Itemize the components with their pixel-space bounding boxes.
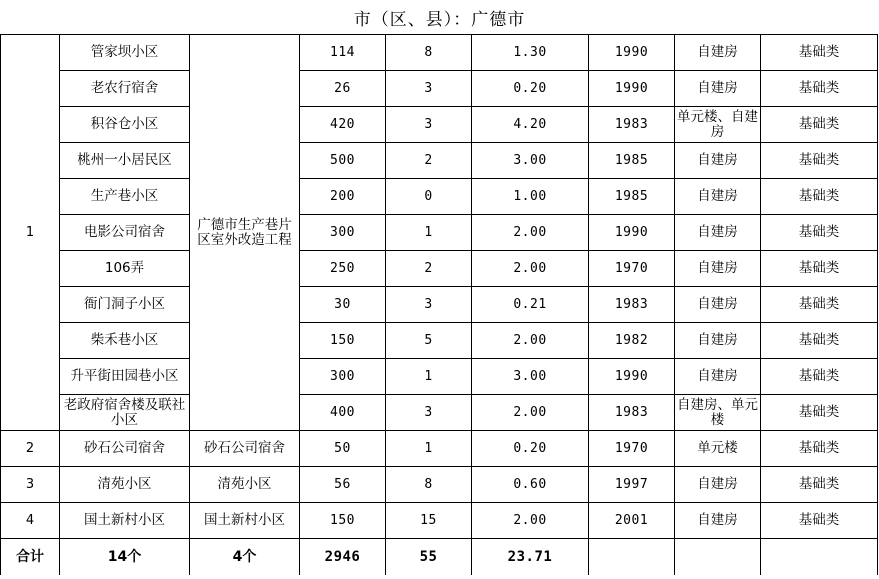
table-row (1, 143, 878, 179)
sheet-title: 市（区、县）：广德市 (353, 9, 526, 30)
project-name[interactable]: 清苑小区 (190, 467, 300, 503)
area-cell[interactable]: 0.20 (472, 71, 589, 107)
year-cell[interactable]: 1983 (589, 395, 675, 431)
total-category-empty[interactable] (761, 539, 878, 576)
table-row (1, 71, 878, 107)
data-table-container (0, 34, 879, 579)
year-cell[interactable]: 1983 (589, 107, 675, 143)
households-cell[interactable]: 200 (300, 179, 386, 215)
buildings-cell[interactable]: 3 (386, 287, 472, 323)
households-cell[interactable]: 56 (300, 467, 386, 503)
project-name[interactable]: 国土新村小区 (190, 503, 300, 539)
total-communities[interactable]: 14个 (60, 539, 190, 576)
community-name[interactable]: 管家坝小区 (60, 35, 190, 71)
households-cell[interactable]: 500 (300, 143, 386, 179)
buildings-cell[interactable]: 3 (386, 107, 472, 143)
housing-type-cell[interactable]: 自建房、单元楼 (675, 395, 761, 431)
housing-type-cell[interactable]: 自建房 (675, 179, 761, 215)
community-name[interactable]: 桃州一小居民区 (60, 143, 190, 179)
housing-type-cell[interactable]: 自建房 (675, 71, 761, 107)
community-name[interactable]: 衙门洞子小区 (60, 287, 190, 323)
table-row (1, 323, 878, 359)
category-cell[interactable]: 基础类 (761, 35, 878, 71)
community-name[interactable]: 106弄 (60, 251, 190, 287)
buildings-cell[interactable]: 1 (386, 359, 472, 395)
area-cell[interactable]: 2.00 (472, 251, 589, 287)
table-row (1, 395, 878, 431)
area-cell[interactable]: 3.00 (472, 359, 589, 395)
table-row (1, 107, 878, 143)
row-index: 3 (1, 467, 60, 503)
housing-type-cell[interactable]: 自建房 (675, 503, 761, 539)
community-name[interactable]: 清苑小区 (60, 467, 190, 503)
year-cell[interactable]: 1970 (589, 431, 675, 467)
total-year-empty[interactable] (589, 539, 675, 576)
buildings-cell[interactable]: 3 (386, 71, 472, 107)
community-name[interactable]: 生产巷小区 (60, 179, 190, 215)
year-cell[interactable]: 1990 (589, 215, 675, 251)
total-area[interactable]: 23.71 (472, 539, 589, 576)
buildings-cell[interactable]: 5 (386, 323, 472, 359)
category-cell[interactable]: 基础类 (761, 323, 878, 359)
total-row (1, 539, 878, 576)
housing-type-cell[interactable]: 单元楼、自建房 (675, 107, 761, 143)
community-name[interactable]: 升平街田园巷小区 (60, 359, 190, 395)
buildings-cell[interactable]: 1 (386, 431, 472, 467)
community-name[interactable]: 积谷仓小区 (60, 107, 190, 143)
total-buildings[interactable]: 55 (386, 539, 472, 576)
category-cell[interactable]: 基础类 (761, 179, 878, 215)
category-cell[interactable]: 基础类 (761, 467, 878, 503)
row-index: 4 (1, 503, 60, 539)
category-cell[interactable]: 基础类 (761, 71, 878, 107)
year-cell[interactable]: 1983 (589, 287, 675, 323)
category-cell[interactable]: 基础类 (761, 287, 878, 323)
total-label: 合计 (1, 539, 60, 576)
households-cell[interactable]: 150 (300, 503, 386, 539)
category-cell[interactable]: 基础类 (761, 215, 878, 251)
category-cell[interactable]: 基础类 (761, 395, 878, 431)
housing-type-cell[interactable]: 自建房 (675, 35, 761, 71)
category-cell[interactable]: 基础类 (761, 503, 878, 539)
year-cell[interactable]: 1990 (589, 71, 675, 107)
year-cell[interactable]: 1985 (589, 179, 675, 215)
buildings-cell[interactable]: 15 (386, 503, 472, 539)
buildings-cell[interactable]: 8 (386, 35, 472, 71)
table-row (1, 467, 878, 503)
area-cell[interactable]: 0.21 (472, 287, 589, 323)
year-cell[interactable]: 1990 (589, 35, 675, 71)
table-row (1, 503, 878, 539)
buildings-cell[interactable]: 0 (386, 179, 472, 215)
table-row (1, 359, 878, 395)
table-row (1, 179, 878, 215)
area-cell[interactable]: 0.60 (472, 467, 589, 503)
area-cell[interactable]: 4.20 (472, 107, 589, 143)
total-type-empty[interactable] (675, 539, 761, 576)
area-cell[interactable]: 1.30 (472, 35, 589, 71)
households-cell[interactable]: 300 (300, 359, 386, 395)
households-cell[interactable]: 114 (300, 35, 386, 71)
households-cell[interactable]: 150 (300, 323, 386, 359)
year-cell[interactable]: 1997 (589, 467, 675, 503)
buildings-cell[interactable]: 1 (386, 215, 472, 251)
area-cell[interactable]: 2.00 (472, 395, 589, 431)
table-row (1, 251, 878, 287)
households-cell[interactable]: 300 (300, 215, 386, 251)
households-cell[interactable]: 400 (300, 395, 386, 431)
data-table (0, 34, 878, 575)
housing-type-cell[interactable]: 自建房 (675, 467, 761, 503)
project-name[interactable]: 广德市生产巷片区室外改造工程 (190, 35, 300, 431)
housing-type-cell[interactable]: 自建房 (675, 215, 761, 251)
group-index: 1 (1, 35, 60, 431)
households-cell[interactable]: 420 (300, 107, 386, 143)
year-cell[interactable]: 1982 (589, 323, 675, 359)
housing-type-cell[interactable]: 自建房 (675, 323, 761, 359)
table-row (1, 35, 878, 71)
year-cell[interactable]: 1985 (589, 143, 675, 179)
row-index: 2 (1, 431, 60, 467)
total-projects[interactable]: 4个 (190, 539, 300, 576)
category-cell[interactable]: 基础类 (761, 431, 878, 467)
area-cell[interactable]: 2.00 (472, 215, 589, 251)
housing-type-cell[interactable]: 单元楼 (675, 431, 761, 467)
year-cell[interactable]: 1990 (589, 359, 675, 395)
category-cell[interactable]: 基础类 (761, 251, 878, 287)
category-cell[interactable]: 基础类 (761, 143, 878, 179)
table-row (1, 215, 878, 251)
area-cell[interactable]: 0.20 (472, 431, 589, 467)
buildings-cell[interactable]: 2 (386, 143, 472, 179)
community-name[interactable]: 砂石公司宿舍 (60, 431, 190, 467)
table-row (1, 287, 878, 323)
category-cell[interactable]: 基础类 (761, 359, 878, 395)
year-cell[interactable]: 1970 (589, 251, 675, 287)
housing-type-cell[interactable]: 自建房 (675, 143, 761, 179)
project-name[interactable]: 砂石公司宿舍 (190, 431, 300, 467)
category-cell[interactable]: 基础类 (761, 107, 878, 143)
buildings-cell[interactable]: 3 (386, 395, 472, 431)
area-cell[interactable]: 1.00 (472, 179, 589, 215)
community-name[interactable]: 电影公司宿舍 (60, 215, 190, 251)
buildings-cell[interactable]: 8 (386, 467, 472, 503)
community-name[interactable]: 国土新村小区 (60, 503, 190, 539)
housing-type-cell[interactable]: 自建房 (675, 287, 761, 323)
community-name[interactable]: 柴禾巷小区 (60, 323, 190, 359)
housing-type-cell[interactable]: 自建房 (675, 359, 761, 395)
community-name[interactable]: 老政府宿舍楼及联社小区 (60, 395, 190, 431)
housing-type-cell[interactable]: 自建房 (675, 251, 761, 287)
households-cell[interactable]: 30 (300, 287, 386, 323)
buildings-cell[interactable]: 2 (386, 251, 472, 287)
area-cell[interactable]: 3.00 (472, 143, 589, 179)
year-cell[interactable]: 2001 (589, 503, 675, 539)
area-cell[interactable]: 2.00 (472, 323, 589, 359)
households-cell[interactable]: 250 (300, 251, 386, 287)
area-cell[interactable]: 2.00 (472, 503, 589, 539)
table-row (1, 431, 878, 467)
total-households[interactable]: 2946 (300, 539, 386, 576)
households-cell[interactable]: 26 (300, 71, 386, 107)
community-name[interactable]: 老农行宿舍 (60, 71, 190, 107)
households-cell[interactable]: 50 (300, 431, 386, 467)
